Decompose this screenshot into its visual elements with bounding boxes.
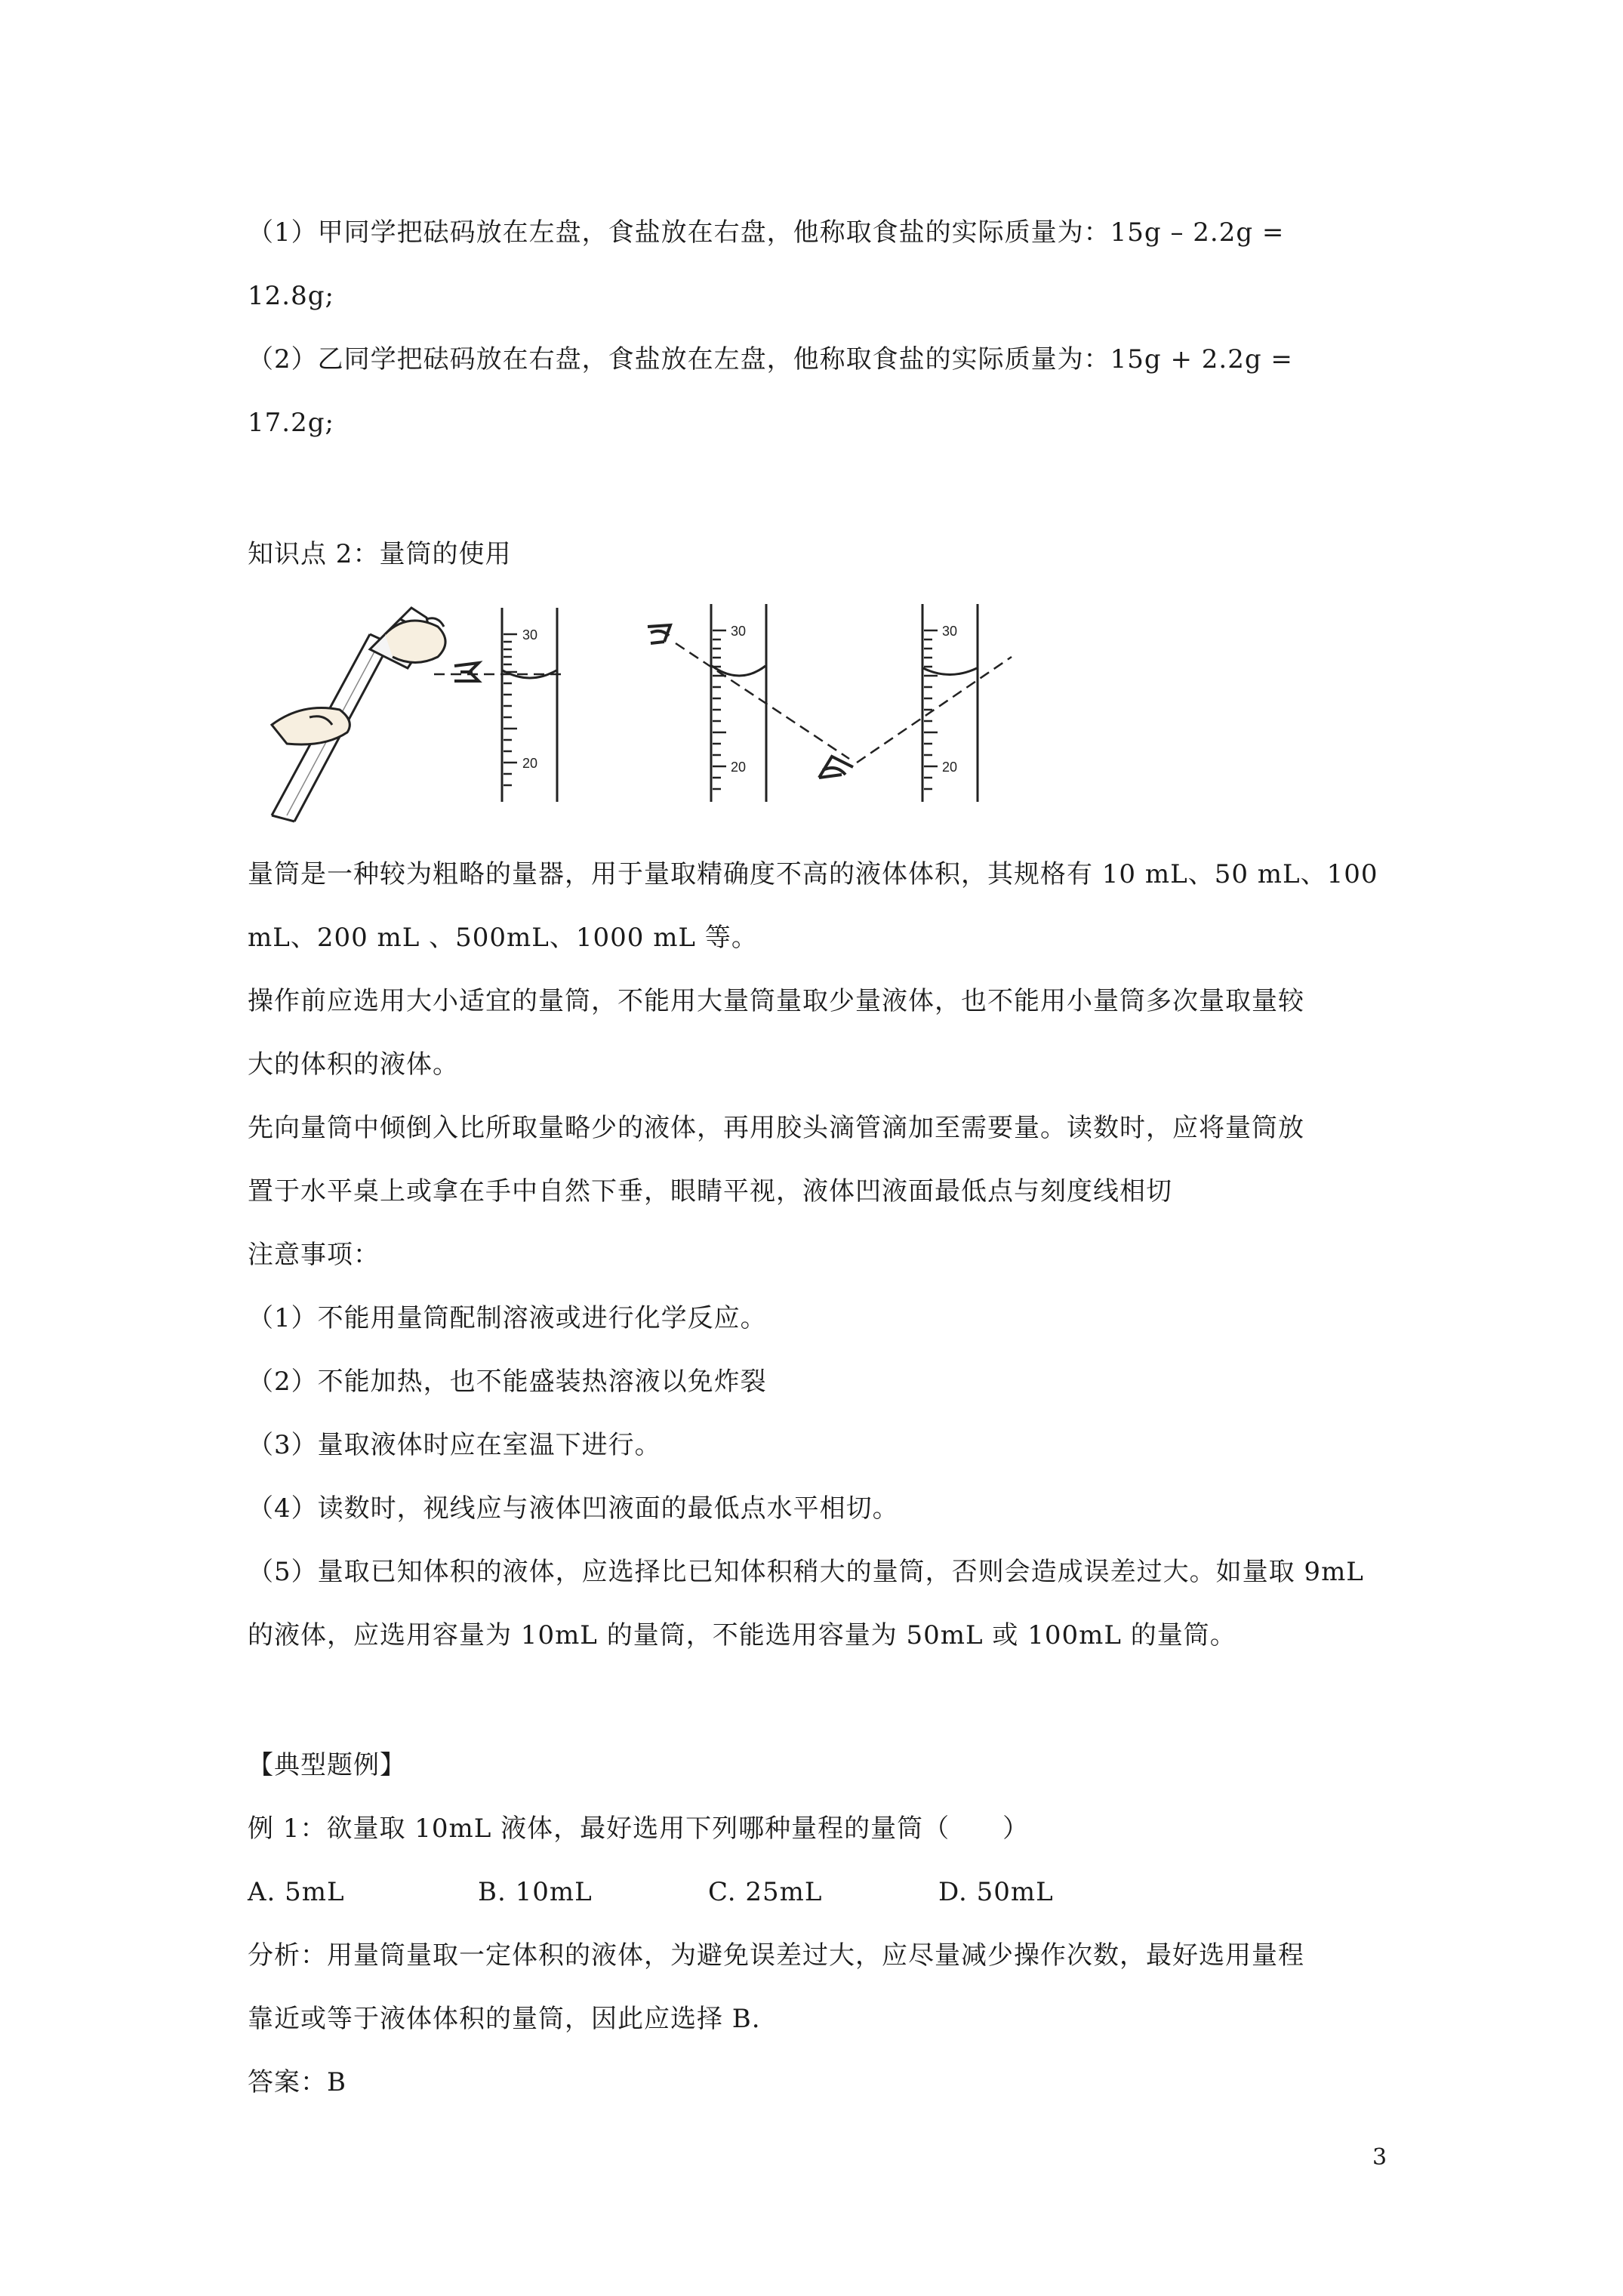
cylinder-3-label-bottom: 20: [942, 760, 958, 775]
note-item: （3）量取液体时应在室温下进行。: [248, 1430, 661, 1460]
note-item: （1）不能用量筒配制溶液或进行化学反应。: [248, 1303, 767, 1333]
mass-case-1-line-1: （1）甲同学把砝码放在左盘，食盐放在右盘，他称取食盐的实际质量为：15g – 2.2g =: [248, 217, 1285, 248]
reading-line-1: 先向量筒中倾倒入比所取量略少的液体，再用胶头滴管滴加至需要量。读数时，应将量筒放: [248, 1113, 1304, 1143]
example-1-options: [248, 1875, 1054, 1909]
pouring-illustration: [272, 608, 445, 821]
page-number: 3: [1372, 2144, 1387, 2171]
cylinder-1-ticks: [504, 634, 517, 785]
option-d: D. 50mL: [938, 1877, 1054, 1907]
cylinder-1: [434, 608, 566, 802]
notes-title: 注意事项：: [248, 1240, 380, 1270]
note-item: （4）读数时，视线应与液体凹液面的最低点水平相切。: [248, 1493, 899, 1524]
intro-line-1: 量筒是一种较为粗略的量器，用于量取精确度不高的液体体积，其规格有 10 mL、50 mL、100: [248, 859, 1378, 889]
mass-case-2-line-1: （2）乙同学把砝码放在右盘，食盐放在左盘，他称取食盐的实际质量为：15g + 2.2g =: [248, 344, 1293, 374]
cylinder-3-label-top: 30: [942, 624, 958, 639]
selection-line-1: 操作前应选用大小适宜的量筒，不能用大量筒量取少量液体，也不能用小量筒多次量取量较: [248, 986, 1304, 1016]
eye-icon: [648, 625, 670, 643]
cylinder-1-label-bottom: 20: [522, 756, 538, 771]
cylinder-1-label-top: 30: [522, 627, 538, 643]
example-1-analysis-line-1: 分析：用量筒量取一定体积的液体，为避免误差过大，应尽量减少操作次数，最好选用量程: [248, 1940, 1304, 1971]
selection-line-2: 大的体积的液体。: [248, 1049, 459, 1080]
reading-line-2: 置于水平桌上或拿在手中自然下垂，眼睛平视，液体凹液面最低点与刻度线相切: [248, 1176, 1172, 1207]
option-c: C. 25mL: [708, 1877, 823, 1907]
eye-icon: [454, 663, 479, 681]
note-item: 的液体，应选用容量为 10mL 的量筒，不能选用容量为 50mL 或 100mL 的量筒。: [248, 1620, 1236, 1650]
graduated-cylinder-figure: [257, 596, 1049, 823]
option-a: A. 5mL: [248, 1877, 345, 1907]
example-1-analysis-line-2: 靠近或等于液体体积的量筒，因此应选择 B.: [248, 2004, 761, 2034]
option-b: B. 10mL: [478, 1877, 593, 1907]
cylinder-2-ticks: [713, 630, 726, 789]
cylinder-2-label-bottom: 20: [731, 760, 747, 775]
example-1-question: 例 1：欲量取 10mL 液体，最好选用下列哪种量程的量筒（ ）: [248, 1814, 1030, 1844]
mass-case-2-line-2: 17.2g;: [248, 408, 334, 438]
note-item: （2）不能加热，也不能盛装热溶液以免炸裂: [248, 1367, 767, 1397]
mass-case-1-line-2: 12.8g;: [248, 281, 334, 311]
cylinder-2-label-top: 30: [731, 624, 747, 639]
note-item: （5）量取已知体积的液体，应选择比已知体积稍大的量筒，否则会造成误差过大。如量取 9mL: [248, 1557, 1364, 1587]
examples-heading: 【典型题例】: [248, 1750, 406, 1780]
intro-line-2: mL、200 mL 、500mL、1000 mL 等。: [248, 923, 758, 953]
knowledge-point-title: 知识点 2：量筒的使用: [248, 539, 512, 569]
cylinder-3: [857, 604, 1012, 802]
eye-icon: [819, 757, 853, 778]
example-1-answer: 答案：B: [248, 2067, 346, 2097]
cylinder-3-ticks: [924, 630, 938, 789]
